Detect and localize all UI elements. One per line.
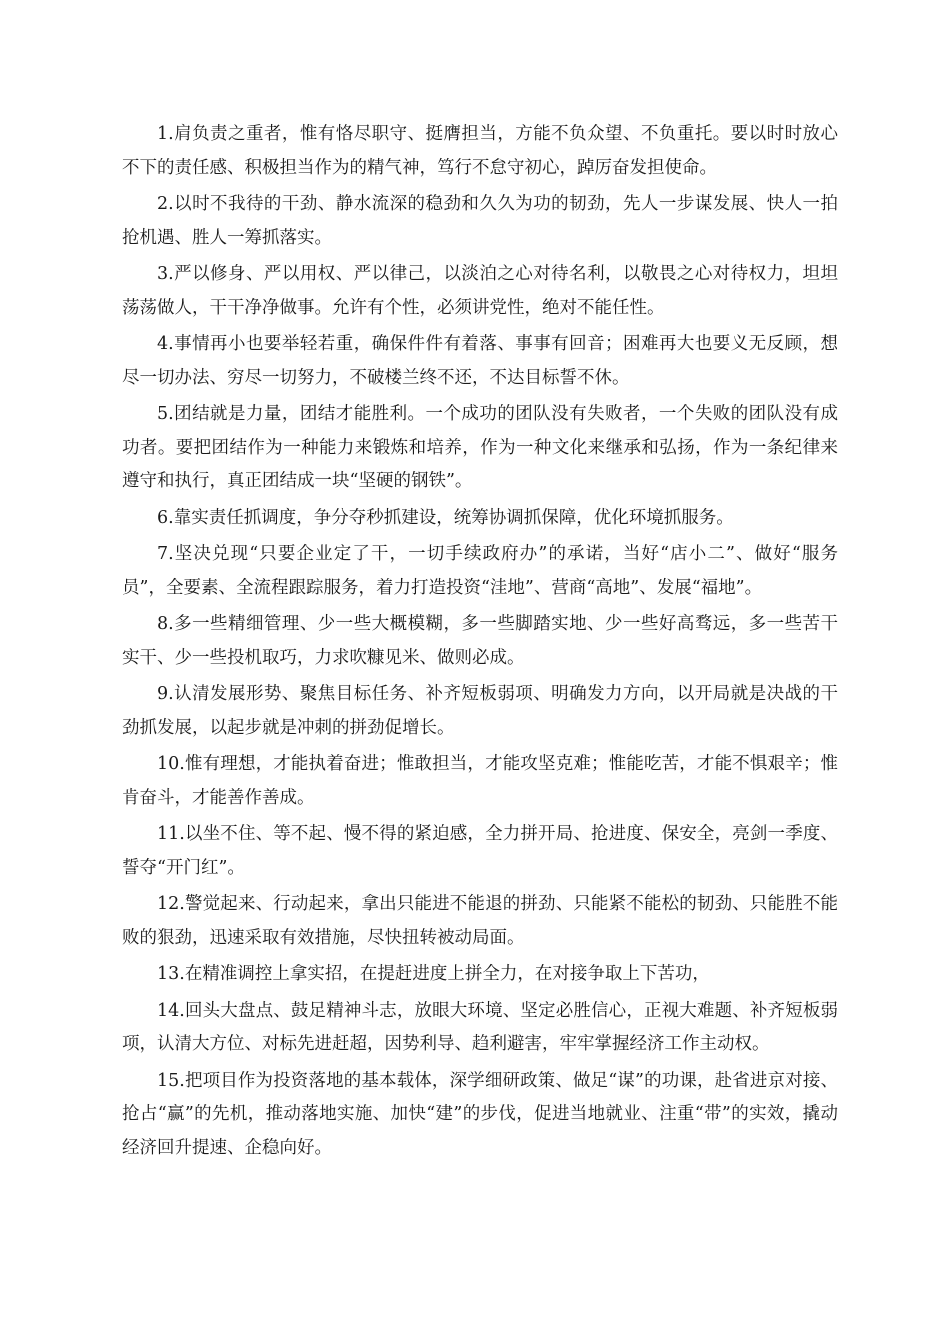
paragraph-6: 6.靠实责任抓调度，争分夺秒抓建设，统筹协调抓保障，优化环境抓服务。 (157, 507, 734, 528)
paragraph-12: 12.警觉起来、行动起来，拿出只能进不能退的拼劲、只能紧不能松的韧劲、只能胜不能败的狠劲，迅速采取有效措施，尽快扭转被动局面。 (122, 894, 838, 948)
paragraph-3: 3.严以修身、严以用权、严以律己，以淡泊之心对待名利，以敬畏之心对待权力，坦坦荡荡做人，干干净净做事。允许有个性，必须讲党性，绝对不能任性。 (122, 264, 838, 318)
paragraph-5: 5.团结就是力量，团结才能胜利。一个成功的团队没有失败者，一个失败的团队没有成功者。要把团结作为一种能力来锻炼和培养，作为一种文化来继承和弘扬，作为一条纪律来遵守和执行，真正团结成一块“坚硬的钢铁”。 (122, 404, 838, 491)
paragraph-9: 9.认清发展形势、聚焦目标任务、补齐短板弱项、明确发力方向，以开局就是决战的干劲抓发展，以起步就是冲刺的拼劲促增长。 (122, 684, 838, 738)
paragraph-11: 11.以坐不住、等不起、慢不得的紧迫感，全力拼开局、抢进度、保安全，亮剑一季度、誓夺“开门红”。 (122, 824, 838, 878)
paragraph-15: 15.把项目作为投资落地的基本载体，深学细研政策、做足“谋”的功课，赴省进京对接、抢占“赢”的先机，推动落地实施、加快“建”的步伐，促进当地就业、注重“带”的实效，撬动经济回升提速、企稳向好。 (122, 1070, 838, 1158)
paragraph-7: 7.坚决兑现“只要企业定了干，一切手续政府办”的承诺，当好“店小二”、做好“服务员”，全要素、全流程跟踪服务，着力打造投资“洼地”、营商“高地”、发展“福地”。 (122, 544, 838, 598)
paragraph-14: 14.回头大盘点、鼓足精神斗志，放眼大环境、坚定必胜信心，正视大难题、补齐短板弱项，认清大方位、对标先进赶超，因势利导、趋利避害，牢牢掌握经济工作主动权。 (122, 1000, 838, 1054)
document-page (122, 118, 838, 1165)
paragraph-1: 1.肩负责之重者，惟有恪尽职守、挺膺担当，方能不负众望、不负重托。要以时时放心不下的责任感、积极担当作为的精气神，笃行不怠守初心，踔厉奋发担使命。 (122, 124, 838, 178)
paragraph-10: 10.惟有理想，才能执着奋进；惟敢担当，才能攻坚克难；惟能吃苦，才能不惧艰辛；惟肯奋斗，才能善作善成。 (122, 754, 838, 808)
paragraph-2: 2.以时不我待的干劲、静水流深的稳劲和久久为功的韧劲，先人一步谋发展、快人一拍抢机遇、胜人一筹抓落实。 (122, 194, 838, 248)
paragraph-4: 4.事情再小也要举轻若重，确保件件有着落、事事有回音；困难再大也要义无反顾，想尽一切办法、穷尽一切努力，不破楼兰终不还，不达目标誓不休。 (122, 334, 838, 388)
paragraph-8: 8.多一些精细管理、少一些大概模糊，多一些脚踏实地、少一些好高骛远，多一些苦干实干、少一些投机取巧，力求吹糠见米、做则必成。 (122, 614, 838, 668)
paragraph-13: 13.在精准调控上拿实招，在提赶进度上拼全力，在对接争取上下苦功， (157, 964, 710, 984)
